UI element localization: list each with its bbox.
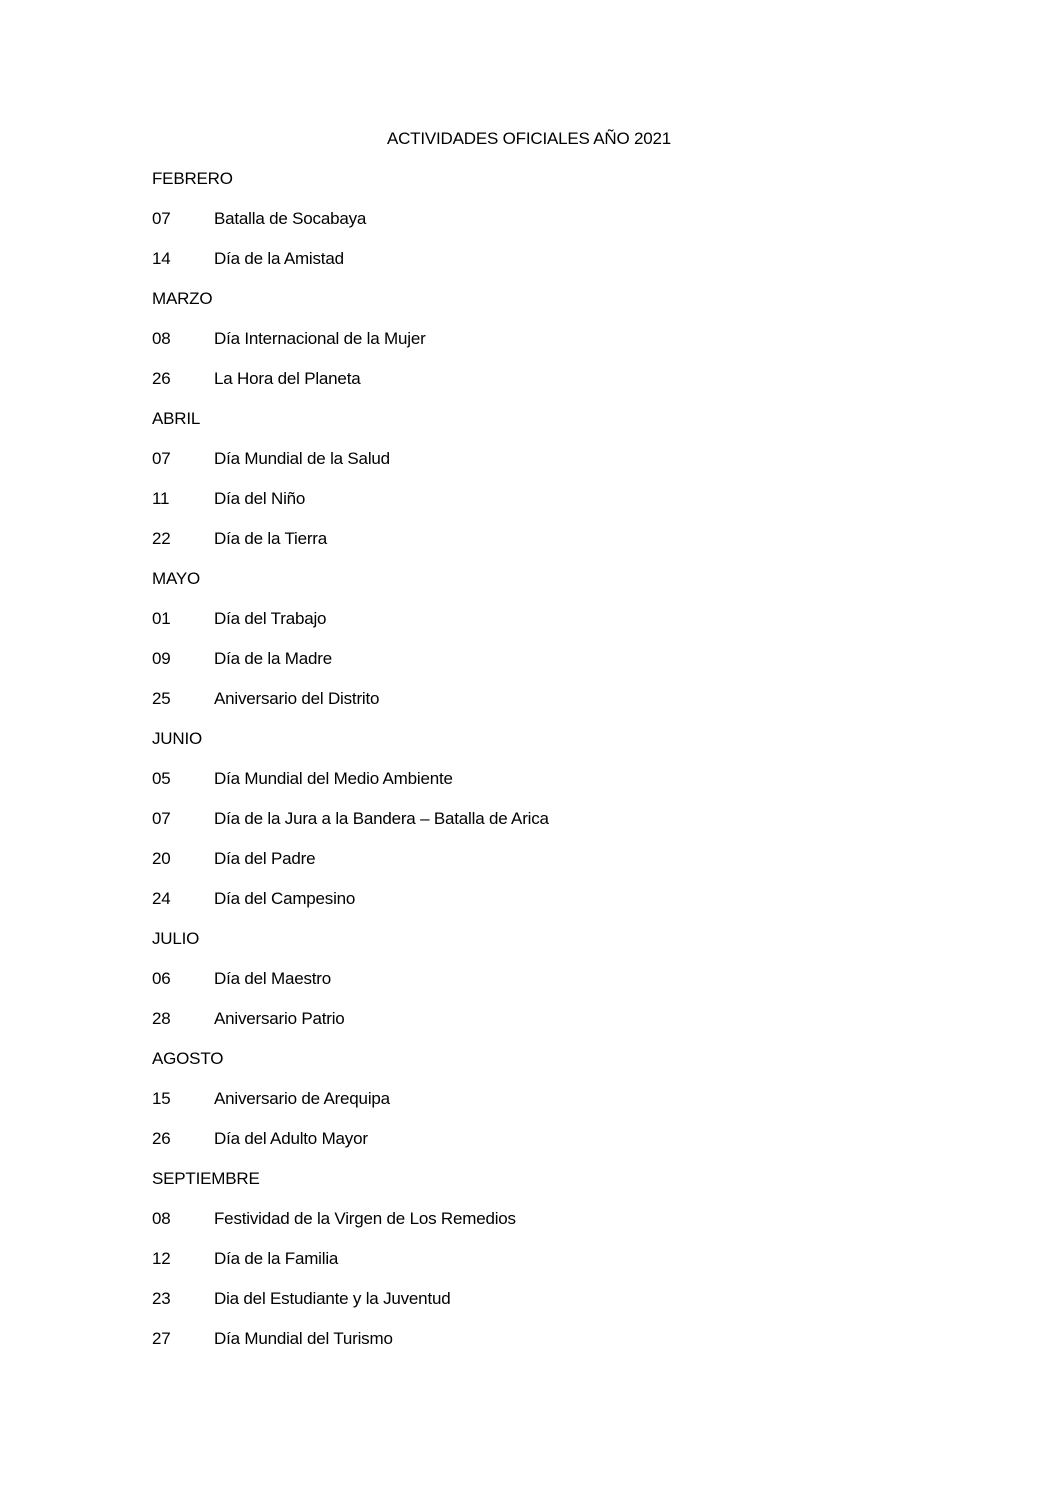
month-name: JUNIO [152, 729, 203, 748]
event-day: 25 [152, 689, 171, 708]
event-activity: Día de la Madre [214, 649, 332, 668]
event-activity: Día Internacional de la Mujer [214, 329, 426, 348]
event-day: 15 [152, 1089, 171, 1108]
event-row [152, 848, 952, 888]
event-day: 26 [152, 1129, 171, 1148]
event-day: 07 [152, 209, 171, 228]
event-activity: Día de la Familia [214, 1249, 339, 1268]
event-day: 01 [152, 609, 171, 628]
month-name: MARZO [152, 289, 213, 308]
event-row [152, 1248, 952, 1288]
month-name: MAYO [152, 569, 201, 588]
event-day: 22 [152, 529, 171, 548]
event-activity: Día de la Jura a la Bandera – Batalla de Arica [214, 809, 549, 828]
event-row [152, 488, 952, 528]
event-row [152, 768, 952, 808]
event-row [152, 1128, 952, 1168]
event-row [152, 1088, 952, 1128]
event-activity: Día del Adulto Mayor [214, 1129, 368, 1148]
event-row [152, 248, 952, 288]
event-day: 11 [152, 489, 170, 508]
event-row [152, 608, 952, 648]
month-heading [152, 288, 952, 328]
month-name: ABRIL [152, 409, 201, 428]
event-row [152, 688, 952, 728]
month-heading [152, 1048, 952, 1088]
event-row [152, 648, 952, 688]
month-heading [152, 568, 952, 608]
event-day: 20 [152, 849, 171, 868]
event-day: 09 [152, 649, 171, 668]
month-heading [152, 408, 952, 448]
event-row [152, 448, 952, 488]
event-activity: Aniversario Patrio [214, 1009, 345, 1028]
event-day: 14 [152, 249, 171, 268]
event-activity: Día Mundial del Turismo [214, 1329, 393, 1348]
month-name: JULIO [152, 929, 200, 948]
event-row [152, 1288, 952, 1328]
event-row [152, 1208, 952, 1248]
event-activity: Día de la Amistad [214, 249, 344, 268]
event-day: 05 [152, 769, 171, 788]
event-day: 12 [152, 1249, 171, 1268]
event-activity: Festividad de la Virgen de Los Remedios [214, 1209, 516, 1228]
month-name: AGOSTO [152, 1049, 224, 1068]
event-day: 07 [152, 449, 171, 468]
month-heading [152, 1168, 952, 1208]
event-day: 24 [152, 889, 171, 908]
event-activity: Día del Campesino [214, 889, 356, 908]
event-day: 28 [152, 1009, 171, 1028]
event-activity: Día del Trabajo [214, 609, 327, 628]
event-row [152, 888, 952, 928]
activities-list [152, 168, 952, 1368]
event-day: 23 [152, 1289, 171, 1308]
event-activity: Día Mundial del Medio Ambiente [214, 769, 453, 788]
event-day: 07 [152, 809, 171, 828]
month-name: SEPTIEMBRE [152, 1169, 260, 1188]
document-title: ACTIVIDADES OFICIALES AÑO 2021 [386, 129, 672, 148]
month-name: FEBRERO [152, 169, 233, 188]
event-activity: Día del Maestro [214, 969, 331, 988]
event-activity: Batalla de Socabaya [214, 209, 367, 228]
event-row [152, 808, 952, 848]
month-heading [152, 928, 952, 968]
event-activity: Día del Niño [214, 489, 306, 508]
event-activity: Aniversario de Arequipa [214, 1089, 390, 1108]
event-activity: Día Mundial de la Salud [214, 449, 390, 468]
event-day: 08 [152, 329, 171, 348]
month-heading [152, 168, 952, 208]
event-activity: Dia del Estudiante y la Juventud [214, 1289, 451, 1308]
event-activity: La Hora del Planeta [214, 369, 361, 388]
event-row [152, 208, 952, 248]
event-row [152, 368, 952, 408]
month-heading [152, 728, 952, 768]
event-day: 26 [152, 369, 171, 388]
event-activity: Día del Padre [214, 849, 316, 868]
event-row [152, 528, 952, 568]
event-row [152, 1328, 952, 1368]
event-day: 06 [152, 969, 171, 988]
event-row [152, 968, 952, 1008]
event-activity: Día de la Tierra [214, 529, 328, 548]
event-day: 27 [152, 1329, 171, 1348]
event-activity: Aniversario del Distrito [214, 689, 380, 708]
event-row [152, 328, 952, 368]
event-row [152, 1008, 952, 1048]
event-day: 08 [152, 1209, 171, 1228]
